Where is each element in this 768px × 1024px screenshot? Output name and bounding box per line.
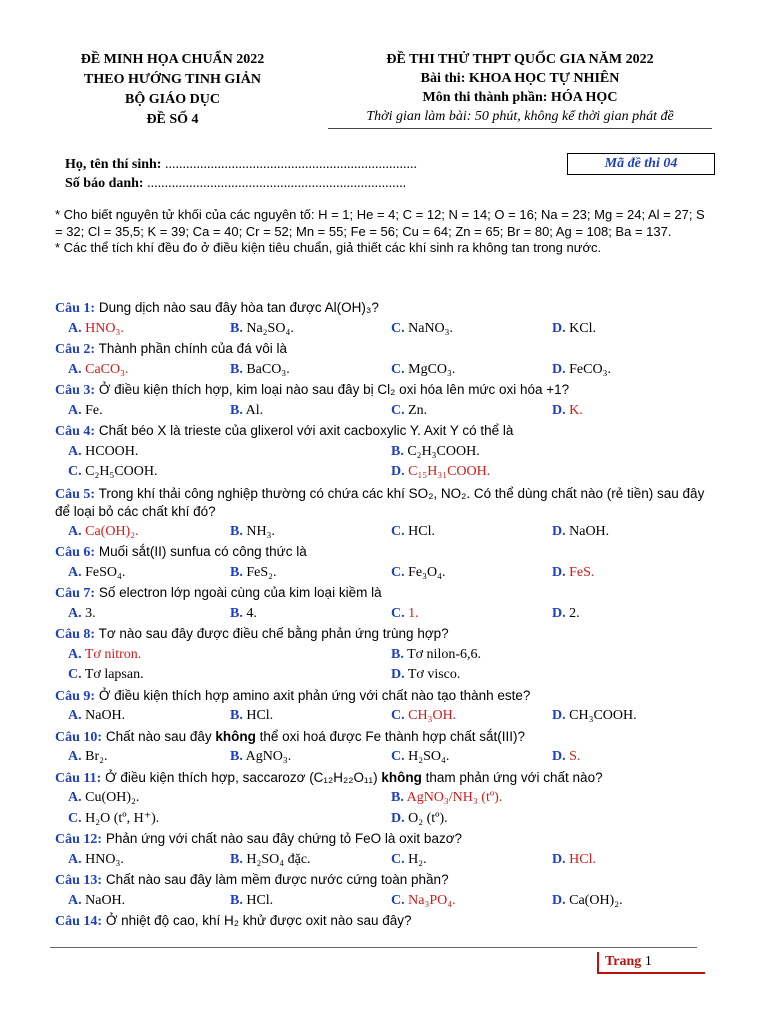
question-number: Câu 11: bbox=[55, 770, 102, 786]
question-stem: Chất nào sau đây làm mềm được nước cứng toàn phần? bbox=[105, 872, 449, 887]
option-b[interactable]: B. HCl. bbox=[230, 892, 274, 908]
option-d[interactable]: D. HCl. bbox=[552, 851, 596, 867]
question-number: Câu 1: bbox=[55, 301, 96, 316]
question-9 bbox=[55, 686, 720, 707]
option-c[interactable]: C. CH₃OH. bbox=[391, 708, 457, 723]
question-1 bbox=[55, 298, 720, 319]
options-3 bbox=[55, 401, 720, 422]
question-stem: Dung dịch nào sau đây hòa tan được Al(OH)₃? bbox=[98, 300, 379, 315]
exam-duration: Thời gian làm bài: 50 phút, không kể thời gian phát đề bbox=[366, 109, 674, 124]
option-a[interactable]: A. NaOH. bbox=[68, 892, 126, 908]
option-a[interactable]: A. HCOOH. bbox=[68, 443, 139, 459]
question-number: Câu 2: bbox=[55, 342, 96, 357]
options-8-row2 bbox=[55, 665, 720, 686]
question-10 bbox=[55, 727, 720, 748]
gas-volume-note: * Các thể tích khí đều đo ở điều kiện tiêu chuẩn, giả thiết các khí sinh ra không tan trong nước. bbox=[55, 240, 602, 255]
candidate-info bbox=[65, 155, 417, 193]
page-label: Trang bbox=[605, 954, 642, 969]
question-13 bbox=[55, 870, 720, 891]
question-list bbox=[55, 298, 720, 932]
option-c[interactable]: C. 1. bbox=[391, 605, 419, 621]
question-stem-post: thể oxi hoá được Fe thành hợp chất sắt(III)? bbox=[255, 728, 526, 744]
question-stem-emphasis: không bbox=[381, 769, 422, 785]
question-stem: Thành phần chính của đá vôi là bbox=[98, 341, 287, 356]
options-2 bbox=[55, 360, 720, 381]
option-d[interactable]: D. 2. bbox=[552, 605, 580, 621]
options-11-row2 bbox=[55, 809, 720, 830]
name-field[interactable]: ........................................................................ bbox=[164, 157, 417, 172]
question-number: Câu 8: bbox=[55, 627, 96, 642]
question-number: Câu 7: bbox=[55, 586, 96, 601]
option-b[interactable]: B. H₂SO₄ đặc. bbox=[230, 851, 311, 867]
option-b[interactable]: B. FeS₂. bbox=[230, 564, 277, 580]
option-b[interactable]: B. C₂H₃COOH. bbox=[391, 443, 480, 459]
options-10 bbox=[55, 747, 720, 768]
option-a[interactable]: A. 3. bbox=[68, 605, 96, 621]
option-d[interactable]: D. NaOH. bbox=[552, 523, 610, 539]
atomic-mass-note: * Cho biết nguyên tử khối của các nguyên tố: H = 1; He = 4; C = 12; N = 14; O = 16; Na = 23; Mg = 24; Al = 27; S = 32; Cl = 35,5; K = 39; Ca = 40; Cr = 52; Mn = 55; Fe = 56; Cu = 64; Zn = 65; Br = 80; Ag = 108; Ba = 137. bbox=[55, 207, 705, 239]
instructions bbox=[55, 207, 715, 257]
header-left-line3: BỘ GIÁO DỤC bbox=[125, 92, 220, 107]
option-c[interactable]: C. H₂. bbox=[391, 851, 427, 867]
question-stem: Ở nhiệt độ cao, khí H₂ khử được oxit nào sau đây? bbox=[105, 913, 412, 928]
option-d[interactable]: D. S. bbox=[552, 749, 581, 764]
option-c[interactable]: C. C₂H₅COOH. bbox=[68, 464, 158, 479]
footer-divider bbox=[50, 947, 697, 948]
options-8-row1 bbox=[55, 645, 720, 666]
option-a[interactable]: A. Cu(OH)₂. bbox=[68, 790, 140, 805]
option-b[interactable]: B. AgNO₃/NH₃ (tº). bbox=[391, 790, 503, 805]
option-a[interactable]: A. CaCO₃. bbox=[68, 361, 129, 377]
header-left-line1: ĐỀ MINH HỌA CHUẨN 2022 bbox=[80, 52, 265, 67]
option-d[interactable]: D. Ca(OH)₂. bbox=[552, 892, 623, 908]
question-number: Câu 6: bbox=[55, 545, 96, 560]
option-d[interactable]: D. FeS. bbox=[552, 564, 595, 580]
options-4-row2 bbox=[55, 462, 720, 483]
option-b[interactable]: B. BaCO₃. bbox=[230, 361, 290, 377]
option-d[interactable]: D. O₂ (tº). bbox=[391, 810, 448, 826]
question-stem: Phản ứng với chất nào sau đây chứng tỏ FeO là oxit bazơ? bbox=[105, 831, 463, 846]
question-3 bbox=[55, 380, 720, 401]
options-12 bbox=[55, 850, 720, 871]
option-a[interactable]: A. HNO₃. bbox=[68, 320, 124, 336]
option-a[interactable]: A. Fe. bbox=[68, 402, 103, 418]
option-d[interactable]: D. FeCO₃. bbox=[552, 361, 611, 377]
option-b[interactable]: B. 4. bbox=[230, 605, 257, 621]
option-c[interactable]: C. HCl. bbox=[391, 523, 435, 539]
header-left bbox=[50, 50, 295, 130]
options-6 bbox=[55, 563, 720, 584]
option-a[interactable]: A. Br₂. bbox=[68, 749, 108, 764]
question-2 bbox=[55, 339, 720, 360]
question-stem: Ở điều kiện thích hợp, kim loại nào sau đây bị Cl₂ oxi hóa lên mức oxi hóa +1? bbox=[98, 382, 570, 397]
question-number: Câu 4: bbox=[55, 424, 96, 439]
option-d[interactable]: D. K. bbox=[552, 402, 583, 418]
option-b[interactable]: B. HCl. bbox=[230, 708, 274, 723]
option-c[interactable]: C. NaNO₃. bbox=[391, 320, 454, 336]
question-number: Câu 14: bbox=[55, 914, 103, 929]
option-b[interactable]: B. Na₂SO₄. bbox=[230, 320, 294, 336]
question-11 bbox=[55, 768, 720, 789]
header-left-line2: THEO HƯỚNG TINH GIẢN bbox=[84, 72, 261, 87]
option-a[interactable]: A. Tơ nitron. bbox=[68, 646, 142, 662]
question-8 bbox=[55, 624, 720, 645]
options-11-row1 bbox=[55, 788, 720, 809]
options-13 bbox=[55, 891, 720, 912]
option-a[interactable]: A. Ca(OH)₂. bbox=[68, 523, 139, 539]
question-stem: Tơ nào sau đây được điều chế bằng phản ứng trùng hợp? bbox=[98, 626, 449, 641]
question-6 bbox=[55, 542, 720, 563]
page-indicator bbox=[597, 952, 705, 974]
exam-component: Môn thi thành phần: HÓA HỌC bbox=[422, 90, 618, 105]
question-7 bbox=[55, 583, 720, 604]
option-b[interactable]: B. Al. bbox=[230, 402, 264, 418]
option-c[interactable]: C. Tơ lapsan. bbox=[68, 667, 144, 682]
question-number: Câu 5: bbox=[55, 486, 96, 502]
question-12 bbox=[55, 829, 720, 850]
option-c[interactable]: C. Na₃PO₄. bbox=[391, 892, 456, 908]
header-left-line4: ĐỀ SỐ 4 bbox=[146, 112, 199, 127]
option-b[interactable]: B. NH₃. bbox=[230, 523, 275, 539]
header-right bbox=[320, 50, 720, 126]
question-stem-post: tham phản ứng với chất nào? bbox=[421, 769, 603, 785]
question-number: Câu 10: bbox=[55, 729, 103, 745]
question-4 bbox=[55, 421, 720, 442]
option-d[interactable]: D. C₁₅H₃₁COOH. bbox=[391, 464, 491, 479]
options-9 bbox=[55, 706, 720, 727]
question-stem: Trong khí thải công nghiệp thường có chứa các khí SO₂, NO₂. Có thể dùng chất nào (rẻ tiền) sau đây để loại bỏ các chất khí đó? bbox=[55, 485, 705, 519]
option-b[interactable]: B. AgNO₃. bbox=[230, 749, 292, 764]
question-stem-pre: Ở điều kiện thích hợp, saccarozơ (C₁₂H₂₂O₁₁) bbox=[105, 769, 382, 785]
option-c[interactable]: C. MgCO₃. bbox=[391, 361, 456, 377]
options-7 bbox=[55, 604, 720, 625]
question-stem: Chất béo X là trieste của glixerol với axit cacboxylic Y. Axit Y có thể là bbox=[98, 423, 514, 438]
question-stem-emphasis: không bbox=[215, 728, 256, 744]
option-c[interactable]: C. Zn. bbox=[391, 402, 428, 418]
question-stem: Ở điều kiện thích hợp amino axit phản ứng với chất nào tạo thành este? bbox=[98, 687, 531, 703]
question-5 bbox=[55, 483, 720, 522]
option-d[interactable]: D. Tơ visco. bbox=[391, 667, 461, 682]
question-number: Câu 13: bbox=[55, 873, 103, 888]
question-number: Câu 3: bbox=[55, 383, 96, 398]
id-field[interactable]: .......................................................................... bbox=[147, 176, 407, 191]
question-14 bbox=[55, 911, 720, 932]
option-b[interactable]: B. Tơ nilon-6,6. bbox=[391, 646, 481, 662]
question-stem: Muối sắt(II) sunfua có công thức là bbox=[98, 544, 307, 559]
exam-code-box: Mã đề thi 04 bbox=[567, 153, 715, 175]
option-a[interactable]: A. NaOH. bbox=[68, 708, 126, 723]
name-label: Họ, tên thí sinh: bbox=[65, 157, 162, 172]
question-number: Câu 12: bbox=[55, 832, 103, 847]
option-c[interactable]: C. H₂SO₄. bbox=[391, 749, 450, 764]
exam-subject: Bài thi: KHOA HỌC TỰ NHIÊN bbox=[420, 71, 620, 86]
question-stem: Số electron lớp ngoài cùng của kim loại kiềm là bbox=[98, 585, 382, 600]
question-stem-pre: Chất nào sau đây bbox=[105, 728, 216, 744]
question-number: Câu 9: bbox=[55, 688, 96, 704]
options-4-row1 bbox=[55, 442, 720, 463]
id-label: Số báo danh: bbox=[65, 176, 144, 191]
options-5 bbox=[55, 522, 720, 543]
option-c[interactable]: C. Fe₃O₄. bbox=[391, 564, 446, 580]
page-number: 1 bbox=[644, 954, 652, 969]
option-c[interactable]: C. H₂O (tº, H⁺). bbox=[68, 810, 160, 826]
exam-title: ĐỀ THI THỬ THPT QUỐC GIA NĂM 2022 bbox=[386, 52, 654, 67]
option-d[interactable]: D. CH₃COOH. bbox=[552, 708, 637, 723]
option-d[interactable]: D. KCl. bbox=[552, 320, 596, 336]
option-a[interactable]: A. HNO₃. bbox=[68, 851, 124, 867]
option-a[interactable]: A. FeSO₄. bbox=[68, 564, 126, 580]
options-1 bbox=[55, 319, 720, 340]
header-divider bbox=[328, 128, 712, 129]
